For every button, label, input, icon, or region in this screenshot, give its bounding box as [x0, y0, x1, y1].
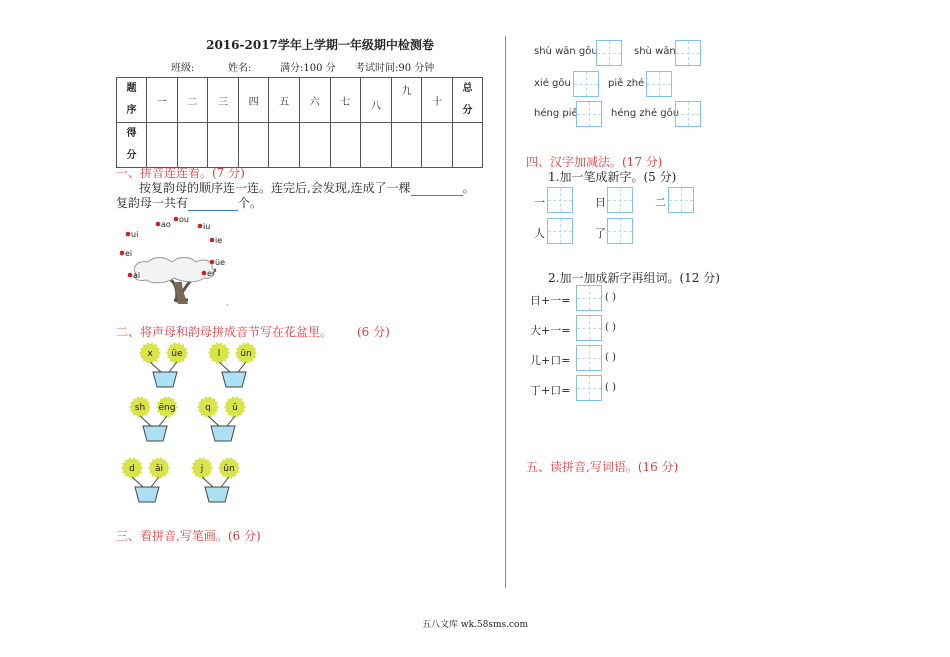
score-cell[interactable] [269, 123, 300, 168]
dot-label: iu [203, 222, 211, 231]
writing-grid[interactable] [576, 101, 602, 127]
header-char: 序 [126, 105, 137, 116]
equation-label: 大+一= [530, 324, 571, 337]
dot-label: üe [215, 258, 225, 267]
score-cell[interactable] [391, 123, 422, 168]
dot-marker[interactable] [210, 260, 215, 265]
paragraph-mark: ˌ [226, 298, 229, 308]
stroke-pinyin: héng zhé gōu [611, 108, 680, 119]
flower-pot-icon [139, 342, 199, 390]
stroke-pinyin: héng piě [534, 108, 578, 119]
writing-grid[interactable] [576, 315, 602, 341]
word-paren[interactable]: ( ) [605, 292, 616, 303]
dot-label: ao [161, 220, 171, 229]
tree-dots-illustration [116, 212, 246, 312]
base-char: 二 [655, 196, 666, 209]
equation-label: 儿+口= [530, 354, 571, 367]
pot-answer[interactable] [211, 426, 235, 441]
writing-grid[interactable] [573, 71, 599, 97]
score-cell[interactable] [361, 123, 392, 168]
score-row-header [117, 123, 147, 168]
name-label: 姓名: [228, 63, 252, 74]
column-header: 八 [361, 78, 392, 123]
final-label: üe [171, 349, 183, 359]
score-cell[interactable] [330, 123, 361, 168]
base-char: 了 [595, 227, 606, 240]
column-header: 十 [422, 78, 453, 123]
column-header: 六 [299, 78, 330, 123]
header-char: 分 [462, 105, 473, 116]
stroke-pinyin: piě zhé [608, 78, 645, 89]
column-divider [505, 36, 506, 588]
equation-label: 丁+口= [530, 384, 571, 397]
flower-pot-item [129, 396, 189, 448]
column-header: 三 [208, 78, 239, 123]
section2-heading: 二、将声母和韵母拼成音节写在花盆里。 [116, 325, 333, 339]
initial-label: x [147, 349, 153, 359]
section5-heading: 五、读拼音,写词语。(16 分) [526, 460, 679, 474]
header-char: 得 [126, 128, 137, 139]
flower-pot-icon [208, 342, 268, 390]
section3-heading: 三、看拼音,写笔画。(6 分) [116, 529, 261, 543]
section1-text-end: 。 [462, 181, 475, 195]
dot-label: ei [125, 249, 133, 258]
dot-marker[interactable] [120, 251, 125, 256]
flower-pot-item [139, 342, 199, 394]
writing-grid[interactable] [576, 285, 602, 311]
dot-marker[interactable] [210, 238, 215, 243]
dot-marker[interactable] [156, 222, 161, 227]
page-title: 2016-2017学年上学期一年级期中检测卷 [206, 38, 434, 52]
score-cell[interactable] [422, 123, 453, 168]
pot-answer[interactable] [143, 426, 167, 441]
dot-label: ie [215, 236, 223, 245]
writing-grid[interactable] [547, 218, 573, 244]
answer-blank[interactable] [411, 184, 463, 196]
dot-marker[interactable] [174, 217, 179, 222]
base-char: 人 [534, 227, 545, 240]
answer-blank[interactable] [188, 199, 238, 211]
column-header: 九 [391, 78, 422, 123]
dot-marker[interactable] [202, 271, 207, 276]
initial-label: d [129, 464, 135, 474]
column-header: 二 [177, 78, 208, 123]
score-cell[interactable] [238, 123, 269, 168]
final-label: ǎi [154, 464, 164, 474]
word-paren[interactable]: ( ) [605, 352, 616, 363]
score-cell[interactable] [453, 123, 483, 168]
final-label: ēng [158, 403, 176, 413]
writing-grid[interactable] [547, 187, 573, 213]
writing-grid[interactable] [596, 40, 622, 66]
dot-label: ui [131, 230, 139, 239]
section1-text: 按复韵母的顺序连一连。连完后,会发现,连成了一棵 [139, 181, 411, 195]
flower-pot-icon [197, 396, 257, 444]
dot-marker[interactable] [126, 232, 131, 237]
writing-grid[interactable] [607, 218, 633, 244]
pot-answer[interactable] [205, 487, 229, 502]
header-char: 分 [126, 150, 137, 161]
section4-sub2: 2.加一加成新字再组词。(12 分) [548, 271, 720, 285]
final-label: ǔ [232, 403, 238, 413]
flower-pot-item [208, 342, 268, 394]
final-label: ǔn [223, 464, 235, 474]
dot-marker[interactable] [198, 224, 203, 229]
score-cell[interactable] [177, 123, 208, 168]
dot-marker[interactable] [128, 273, 133, 278]
base-char: 一 [534, 196, 545, 209]
flower-pot-item [191, 457, 251, 509]
initial-label: l [217, 349, 221, 359]
header-char: 题 [126, 83, 137, 94]
dot-label: er [207, 269, 216, 278]
section1-heading: 一、拼音连连看。(7 分) [116, 166, 245, 180]
header-char: 总 [462, 83, 473, 94]
writing-grid[interactable] [576, 345, 602, 371]
flower-pot-icon [191, 457, 251, 505]
section1-text: 复韵母一共有 [116, 196, 189, 210]
score-cell[interactable] [299, 123, 330, 168]
flower-pot-icon [129, 396, 189, 444]
base-char: 日 [595, 196, 606, 209]
section4-heading: 四、汉字加减法。(17 分) [526, 155, 663, 169]
score-table-header [117, 78, 147, 123]
word-paren[interactable]: ( ) [605, 322, 616, 333]
section2-points: (6 分) [357, 325, 390, 339]
stroke-pinyin: shù wān [634, 46, 676, 57]
column-header: 七 [330, 78, 361, 123]
score-cell[interactable] [147, 123, 178, 168]
pot-answer[interactable] [222, 372, 246, 387]
writing-grid[interactable] [675, 101, 701, 127]
pot-answer[interactable] [153, 372, 177, 387]
class-label: 班级: [171, 63, 195, 74]
score-table [116, 77, 483, 168]
word-paren[interactable]: ( ) [605, 382, 616, 393]
writing-grid[interactable] [668, 187, 694, 213]
column-header: 一 [147, 78, 178, 123]
total-header [453, 78, 483, 123]
stroke-pinyin: shù wān gōu [534, 46, 598, 57]
time-label: 考试时间:90 分钟 [355, 63, 435, 74]
final-label: ün [240, 349, 252, 359]
section1-text-end: 个。 [238, 196, 263, 210]
flower-pot-item [121, 457, 181, 509]
stroke-pinyin: xié gōu [534, 78, 571, 89]
initial-label: q [205, 403, 211, 413]
section4-sub1: 1.加一笔成新字。(5 分) [548, 170, 677, 184]
section1-text-b [116, 194, 262, 211]
dot-label: ai [133, 271, 141, 280]
column-header: 五 [269, 78, 300, 123]
initial-label: j [200, 464, 204, 474]
writing-grid[interactable] [607, 187, 633, 213]
column-header: 四 [238, 78, 269, 123]
pot-answer[interactable] [135, 487, 159, 502]
writing-grid[interactable] [576, 375, 602, 401]
initial-label: sh [134, 403, 146, 413]
equation-label: 日+一= [530, 294, 571, 307]
footer-text: 五八文库 wk.58sms.com [422, 620, 528, 630]
writing-grid[interactable] [675, 40, 701, 66]
score-cell[interactable] [208, 123, 239, 168]
dot-label: ou [179, 215, 189, 224]
score-label: 满分:100 分 [280, 63, 336, 74]
writing-grid[interactable] [646, 71, 672, 97]
flower-pot-icon [121, 457, 181, 505]
flower-pot-item [197, 396, 257, 448]
tree-icon [134, 258, 216, 305]
